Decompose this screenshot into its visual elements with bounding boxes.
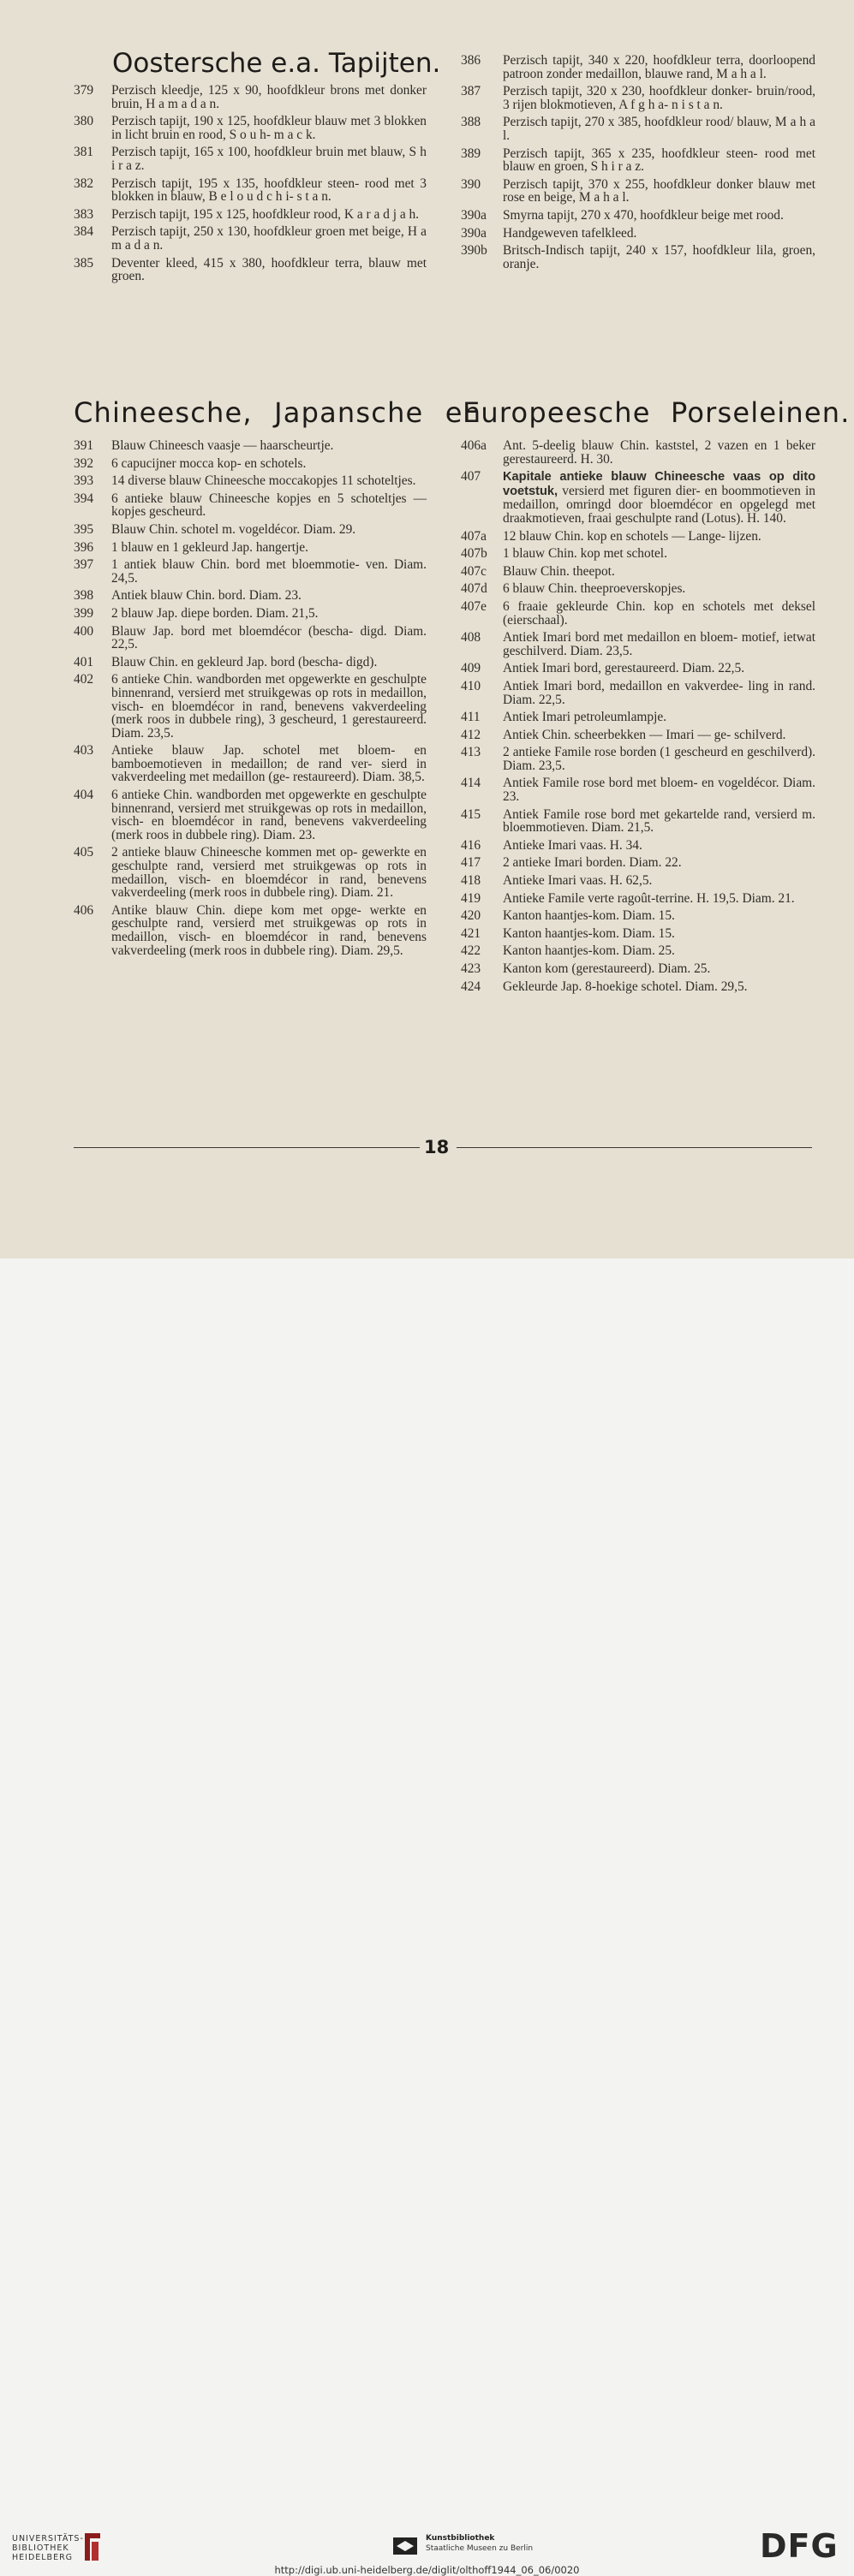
lot-description: 2 antieke blauw Chineesche kommen met op- gewerkte en geschulpte rand, versierd met struikgewas op rots in medaillon, visch- en bloemdécor in rand, benevens vakverdeeling (merk roos in dubbele ring). Diam. 21. (111, 845, 427, 901)
lot-description: Antieke Famile verte ragoût-terrine. H. 19,5. Diam. 21. (503, 890, 795, 906)
porselein-left-column (74, 439, 427, 961)
lot-description: Antiek Imari bord, gerestaureerd. Diam. 22,5. (503, 661, 745, 676)
lot-description: 1 blauw Chin. kop met schotel. (503, 546, 667, 562)
lot-number: 380 (74, 114, 94, 129)
tapijt-lot (461, 147, 815, 174)
tapijten-right-column (461, 54, 815, 275)
porselein-lot (461, 944, 815, 958)
lot-number: 381 (74, 145, 94, 160)
porselein-lot (461, 565, 815, 579)
heidelberg-emblem-icon (80, 2530, 105, 2564)
lot-description: 1 antiek blauw Chin. bord met bloemmotie- ven. Diam. 24,5. (111, 557, 427, 586)
porselein-lot (461, 662, 815, 675)
porselein-lot (74, 558, 427, 585)
tapijt-lot (74, 257, 427, 283)
lot-description: Perzisch tapijt, 270 x 385, hoofdkleur rood/ blauw, M a h a l. (503, 115, 815, 143)
porselein-lot (461, 856, 815, 870)
scanned-page (0, 0, 854, 1258)
lot-description: Handgeweven tafelkleed. (503, 225, 637, 241)
lot-number: 385 (74, 255, 94, 271)
lot-number: 410 (461, 678, 481, 693)
lot-description: 6 blauw Chin. theeproeverskopjes. (503, 581, 686, 597)
lot-number: 414 (461, 776, 481, 791)
porselein-right-column (461, 439, 815, 997)
lot-highlight: Kapitale antieke blauw Chineesche vaas op dito voetstuk, (503, 470, 815, 498)
lot-description: Perzisch tapijt, 195 x 125, hoofdkleur rood, K a r a d j a h. (111, 206, 420, 222)
lot-number: 417 (461, 855, 481, 871)
lot-number: 423 (461, 961, 481, 976)
lot-description: 2 antieke Famile rose borden (1 gescheurd en geschilverd). Diam. 23,5. (503, 745, 815, 773)
lot-number: 395 (74, 521, 94, 537)
lot-number: 387 (461, 84, 481, 99)
porselein-lot (74, 474, 427, 488)
lot-number: 407b (461, 546, 487, 562)
porselein-lot (461, 909, 815, 923)
porselein-lot (74, 492, 427, 519)
lot-number: 388 (461, 115, 481, 130)
porselein-lot (74, 541, 427, 555)
porselein-lot (74, 457, 427, 471)
lot-description: 1 blauw en 1 gekleurd Jap. hangertje. (111, 539, 308, 555)
porselein-lot (461, 439, 815, 466)
source-url-link[interactable]: http://digi.ub.uni-heidelberg.de/diglit/olthoff1944_06_06/0020 (274, 2564, 580, 2576)
lot-number: 424 (461, 979, 481, 994)
footer-rule-left (74, 1147, 420, 1148)
porselein-lot (461, 776, 815, 803)
porselein-lot (461, 729, 815, 742)
porselein-lot (74, 656, 427, 669)
lot-description: Blauw Jap. bord met bloemdécor (bescha- digd. Diam. 22,5. (111, 623, 427, 652)
lot-description: Kanton haantjes-kom. Diam. 15. (503, 908, 675, 924)
lot-number: 407 (461, 469, 481, 485)
lot-number: 408 (461, 630, 481, 645)
lot-description: Perzisch tapijt, 195 x 135, hoofdkleur steen- rood met 3 blokken in blauw, B e l o u d c h i- s t a n. (111, 176, 427, 205)
tapijt-lot (461, 116, 815, 142)
porselein-lot (74, 523, 427, 537)
tapijt-lot (461, 54, 815, 80)
lot-number: 396 (74, 539, 94, 555)
porselein-lot (74, 439, 427, 453)
tapijt-lot (74, 84, 427, 110)
lot-description: Kanton kom (gerestaureerd). Diam. 25. (503, 961, 711, 976)
lot-number: 401 (74, 654, 94, 669)
lot-number: 392 (74, 455, 94, 471)
lot-description: Antieke Imari vaas. H. 34. (503, 837, 642, 853)
porselein-lot (461, 892, 815, 906)
tapijten-left-column (74, 84, 427, 288)
section-title-porseleinen-right: Europeesche Porseleinen. (463, 396, 851, 429)
lot-number: 403 (74, 743, 94, 759)
porselein-lot (461, 680, 815, 706)
porselein-lot (74, 904, 427, 957)
lot-description: Perzisch tapijt, 320 x 230, hoofdkleur donker- bruin/rood, 3 rijen blokmotieven, A f g h a- n i s t a n. (503, 84, 815, 112)
lot-description: Antiek Imari petroleumlampje. (503, 710, 667, 725)
page-number: 18 (424, 1137, 450, 1157)
lot-description: Perzisch tapijt, 165 x 100, hoofdkleur bruin met blauw, S h i r a z. (111, 145, 427, 173)
lot-number: 415 (461, 806, 481, 822)
digitization-footer (0, 1258, 854, 2576)
lot-description: Perzisch tapijt, 370 x 255, hoofdkleur donker blauw met rose en beige, M a h a l. (503, 176, 815, 205)
porselein-lot (74, 673, 427, 740)
lot-description: Gekleurde Jap. 8-hoekige schotel. Diam. 29,5. (503, 979, 748, 994)
lot-number: 383 (74, 206, 94, 222)
lot-number: 420 (461, 908, 481, 924)
lot-description: Perzisch tapijt, 340 x 220, hoofdkleur terra, doorloopend patroon zonder medaillon, blauwe rand, M a h a l. (503, 53, 815, 81)
lot-number: 400 (74, 623, 94, 639)
porselein-lot (461, 980, 815, 994)
lot-description: Blauw Chin. theepot. (503, 563, 615, 579)
lot-number: 416 (461, 837, 481, 853)
lot-number: 390a (461, 207, 487, 223)
lot-description: Kanton haantjes-kom. Diam. 25. (503, 943, 675, 959)
lot-description-rest: versierd met figuren dier- en boommotieven in medaillon, omringd door bloemdécor en opgelegd met draakmotieven, fraai geschulpte rand (Lotus). H. 140. (503, 483, 815, 526)
lot-number: 407c (461, 563, 487, 579)
lot-description: 6 fraaie gekleurde Chin. kop en schotels met deksel (eierschaal). (503, 598, 815, 628)
lot-description: Deventer kleed, 415 x 380, hoofdkleur terra, blauw met groen. (111, 255, 427, 284)
porselein-lot (461, 530, 815, 544)
lot-description: Smyrna tapijt, 270 x 470, hoofdkleur beige met rood. (503, 207, 784, 223)
porselein-lot (461, 582, 815, 596)
lot-description: Kanton haantjes-kom. Diam. 15. (503, 925, 675, 941)
lot-number: 418 (461, 873, 481, 889)
tapijt-lot (74, 177, 427, 204)
lot-number: 402 (74, 672, 94, 687)
lot-number: 404 (74, 788, 94, 803)
lot-number: 399 (74, 605, 94, 621)
lot-number: 412 (461, 727, 481, 742)
porselein-lot (461, 470, 815, 525)
tapijt-lot (461, 178, 815, 205)
lot-description: 6 antieke Chin. wandborden met opgewerkte en geschulpte binnenrand, versierd met struikgewas op rots in medaillon, visch- en bloemdécor in rand, benevens vakverdeeling (merk roos in dubbele ring). Diam. 23. (111, 788, 427, 842)
lot-number: 407e (461, 598, 487, 614)
lot-description: 2 blauw Jap. diepe borden. Diam. 21,5. (111, 605, 319, 621)
porselein-lot (461, 808, 815, 835)
lot-number: 405 (74, 845, 94, 860)
lot-description: Antiek Famile rose bord met gekartelde rand, versierd m. bloemmotieven. Diam. 21,5. (503, 806, 815, 836)
tapijt-lot (461, 227, 815, 241)
porselein-lot (461, 547, 815, 561)
kunstbibliothek-eagle-icon (390, 2532, 421, 2558)
lot-number: 382 (74, 176, 94, 191)
lot-description: Antike blauw Chin. diepe kom met opge- werkte en geschulpte rand, versierd met struikgewas op rots in medaillon, visch- en bloemdécor in rand, benevens vakverdeeling (merk roos in dubbele ring). Diam. 29,5. (111, 902, 427, 958)
lot-description: Antiek blauw Chin. bord. Diam. 23. (111, 588, 302, 604)
porselein-lot (74, 625, 427, 651)
lot-number: 407a (461, 528, 487, 544)
porselein-lot (74, 607, 427, 621)
porselein-lot (461, 839, 815, 853)
porselein-lot (461, 746, 815, 772)
porselein-lot (74, 744, 427, 784)
lot-number: 422 (461, 943, 481, 959)
footer-rule-right (457, 1147, 812, 1148)
tapijt-lot (74, 146, 427, 172)
tapijt-lot (461, 85, 815, 111)
lot-number: 411 (461, 710, 481, 725)
lot-number: 384 (74, 224, 94, 240)
lot-description: Antiek Imari bord, medaillon en vakverdee- ling in rand. Diam. 22,5. (503, 678, 815, 707)
lot-description: Blauw Chin. schotel m. vogeldécor. Diam. 29. (111, 521, 356, 537)
lot-number: 394 (74, 491, 94, 506)
lot-description: Perzisch tapijt, 250 x 130, hoofdkleur groen met beige, H a m a d a n. (111, 224, 427, 253)
lot-description: Ant. 5-deelig blauw Chin. kaststel, 2 vazen en 1 beker gerestaureerd. H. 30. (503, 438, 815, 467)
porselein-lot (461, 927, 815, 941)
porselein-lot (74, 788, 427, 842)
lot-number: 390 (461, 176, 481, 192)
tapijt-lot (461, 209, 815, 223)
porselein-lot (461, 874, 815, 888)
lot-description: Perzisch kleedje, 125 x 90, hoofdkleur brons met donker bruin, H a m a d a n. (111, 83, 427, 111)
lot-description: Perzisch tapijt, 365 x 235, hoofdkleur steen- rood met blauw en groen, S h i r a z. (503, 146, 815, 175)
lot-description: 12 blauw Chin. kop en schotels — Lange- lijzen. (503, 528, 761, 544)
dfg-logo[interactable]: DFG (760, 2527, 839, 2565)
lot-description: Blauw Chineesch vaasje — haarscheurtje. (111, 438, 334, 453)
lot-number: 421 (461, 925, 481, 941)
lot-number: 386 (461, 53, 481, 68)
lot-description: Blauw Chin. en gekleurd Jap. bord (bescha- digd). (111, 654, 378, 669)
lot-description: 6 antieke Chin. wandborden met opgewerkte en geschulpte binnenrand, versierd met struikgewas op rots in medaillon, visch- en bloemdécor in rand, benevens vakverdeeling (merk roos in dubbele ring), 3 gescheurd, 1 gerestaureerd. Diam. 23,5. (111, 672, 427, 741)
porselein-lot (74, 846, 427, 899)
lot-description: 2 antieke Imari borden. Diam. 22. (503, 855, 682, 871)
lot-number: 397 (74, 557, 94, 573)
lot-number: 407d (461, 581, 487, 597)
lot-description: 6 capucijner mocca kop- en schotels. (111, 455, 307, 471)
porselein-lot (461, 600, 815, 627)
lot-description: Britsch-Indisch tapijt, 240 x 157, hoofdkleur lila, groen, oranje. (503, 243, 815, 271)
lot-description: Perzisch tapijt, 190 x 125, hoofdkleur blauw met 3 blokken in licht bruin en rood, S o u h- m a c k. (111, 114, 427, 142)
lot-number: 409 (461, 661, 481, 676)
lot-description (503, 470, 815, 525)
lot-description: Antiek Famile rose bord met bloem- en vogeldécor. Diam. 23. (503, 776, 815, 805)
lot-number: 390b (461, 243, 487, 259)
heidelberg-library-logo[interactable]: UNIVERSITÄTS- BIBLIOTHEK HEIDELBERG (12, 2534, 84, 2562)
lot-number: 398 (74, 588, 94, 604)
lot-description: Antieke Imari vaas. H. 62,5. (503, 873, 653, 889)
lot-number: 391 (74, 438, 94, 453)
porselein-lot (461, 711, 815, 724)
lot-number: 413 (461, 745, 481, 760)
lot-number: 419 (461, 890, 481, 906)
kunstbibliothek-title[interactable]: Kunstbibliothek (426, 2534, 495, 2543)
kunstbibliothek-subtitle: Staatliche Museen zu Berlin (426, 2544, 534, 2553)
tapijt-lot (74, 225, 427, 252)
porselein-lot (461, 962, 815, 976)
tapijt-lot (461, 244, 815, 271)
lot-description: Antiek Imari bord met medaillon en bloem- motief, ietwat geschilverd. Diam. 23,5. (503, 630, 815, 658)
section-title-porseleinen-left: Chineesche, Japansche en (74, 396, 482, 429)
lot-description: 6 antieke blauw Chineesche kopjes en 5 schoteltjes — kopjes gescheurd. (111, 491, 427, 520)
lot-description: Antiek Chin. scheerbekken — Imari — ge- schilverd. (503, 727, 786, 742)
tapijt-lot (74, 208, 427, 222)
porselein-lot (74, 589, 427, 603)
porselein-lot (461, 631, 815, 657)
lot-number: 390a (461, 225, 487, 241)
lot-number: 406 (74, 902, 94, 918)
lot-description: Antieke blauw Jap. schotel met bloem- en bamboemotieven in medaillon; de rand ver- sierd in vakverdeeling met medaillon (ge- restaureerd). Diam. 38,5. (111, 743, 427, 785)
lot-number: 379 (74, 83, 94, 98)
lot-description: 14 diverse blauw Chineesche moccakopjes 11 schoteltjes. (111, 473, 416, 489)
lot-number: 389 (461, 146, 481, 161)
tapijt-lot (74, 115, 427, 141)
lot-number: 393 (74, 473, 94, 489)
section-title-tapijten: Oostersche e.a. Tapijten. (112, 48, 441, 79)
lot-number: 406a (461, 438, 487, 453)
